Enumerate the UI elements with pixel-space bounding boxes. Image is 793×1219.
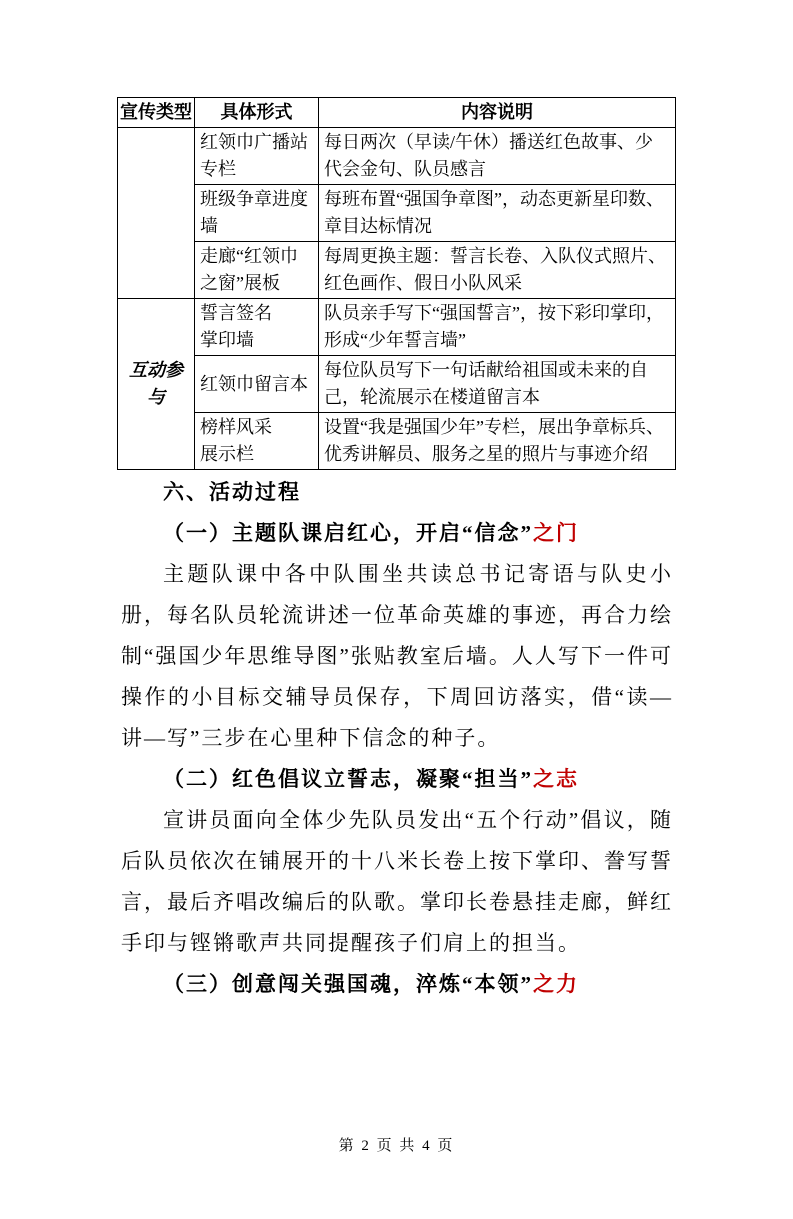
table-row bbox=[118, 185, 676, 242]
table-header-row bbox=[118, 98, 676, 128]
section-heading: （一）主题队课启红心，开启“信念”之门 bbox=[163, 521, 579, 545]
table-row bbox=[118, 413, 676, 470]
red-emphasis-text: 之志 bbox=[533, 767, 579, 791]
table-cell-form: 走廊“红领巾 之窗”展板 bbox=[195, 242, 319, 299]
table-header-cell-form: 具体形式 bbox=[195, 98, 319, 128]
table-cell-form: 班级争章进度 墙 bbox=[195, 185, 319, 242]
table-row bbox=[118, 128, 676, 185]
table-cell-form: 榜样风采 展示栏 bbox=[195, 413, 319, 470]
table-cell-desc: 设置“我是强国少年”专栏，展出争章标兵、 优秀讲解员、服务之星的照片与事迹介绍 bbox=[319, 413, 676, 470]
red-emphasis-text: 之门 bbox=[533, 521, 579, 545]
section-heading: （三）创意闯关强国魂，淬炼“本领”之力 bbox=[163, 972, 579, 996]
table-row bbox=[118, 356, 676, 413]
table-cell-desc: 每班布置“强国争章图”，动态更新星印数、 章目达标情况 bbox=[319, 185, 676, 242]
document-body bbox=[121, 472, 673, 1005]
table-cell-desc: 每日两次（早读/午休）播送红色故事、少 代会金句、队员感言 bbox=[319, 128, 676, 185]
publicity-table-body bbox=[118, 128, 676, 470]
page-footer: 第 2 页 共 4 页 bbox=[338, 1138, 455, 1154]
table-cell-form: 红领巾留言本 bbox=[195, 356, 319, 413]
table-cell-desc: 每位队员写下一句话献给祖国或未来的自 己，轮流展示在楼道留言本 bbox=[319, 356, 676, 413]
table-row bbox=[118, 242, 676, 299]
table-cell-form: 红领巾广播站 专栏 bbox=[195, 128, 319, 185]
body-paragraph: 宣讲员面向全体少先队员发出“五个行动”倡议，随后队员依次在铺展开的十八米长卷上按下掌印、誊写誓言，最后齐唱改编后的队歌。掌印长卷悬挂走廊，鲜红手印与铿锵歌声共同提醒孩子们肩上的担当。 bbox=[121, 808, 673, 955]
table-cell-form: 誓言签名 掌印墙 bbox=[195, 299, 319, 356]
table-header-cell-type: 宣传类型 bbox=[118, 98, 195, 128]
table-cell-desc: 每周更换主题：誓言长卷、入队仪式照片、 红色画作、假日小队风采 bbox=[319, 242, 676, 299]
section-heading: （二）红色倡议立誓志，凝聚“担当”之志 bbox=[163, 767, 579, 791]
table-group-cell: 互动参与 bbox=[118, 299, 195, 470]
table-cell-desc: 队员亲手写下“强国誓言”，按下彩印掌印， 形成“少年誓言墙” bbox=[319, 299, 676, 356]
publicity-table bbox=[117, 97, 676, 470]
table-group-cell bbox=[118, 128, 195, 299]
section-heading: 六、活动过程 bbox=[163, 480, 301, 504]
body-paragraph: 主题队课中各中队围坐共读总书记寄语与队史小册，每名队员轮流讲述一位革命英雄的事迹，再合力绘制“强国少年思维导图”张贴教室后墙。人人写下一件可操作的小目标交辅导员保存，下周回访落实，借“读—讲—写”三步在心里种下信念的种子。 bbox=[121, 562, 673, 750]
document-page bbox=[0, 97, 793, 1219]
table-header-cell-desc: 内容说明 bbox=[319, 98, 676, 128]
table-row bbox=[118, 299, 676, 356]
red-emphasis-text: 之力 bbox=[533, 972, 579, 996]
